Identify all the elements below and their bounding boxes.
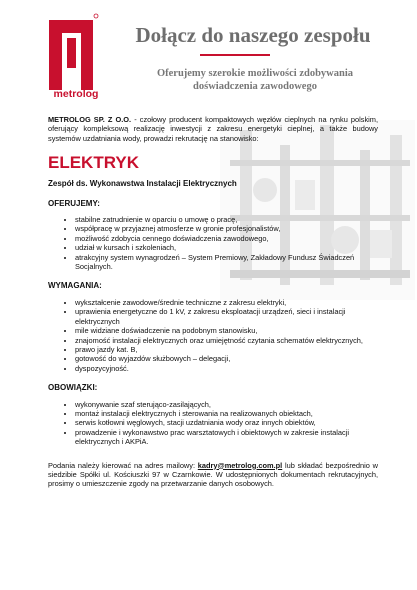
list-item: • uprawienia energetyczne do 1 kV, z zakresu eksploatacji urządzeń, sieci i instalacji elektrycznych bbox=[75, 307, 378, 326]
intro-paragraph bbox=[48, 115, 378, 143]
list-item: • gotowość do wyjazdów służbowych – delegacji, bbox=[75, 354, 378, 363]
list-item: • atrakcyjny system wynagrodzeń – System Premiowy, Zakładowy Fundusz Świadczeń Socjalnych. bbox=[75, 253, 378, 272]
company-name: METROLOG SP. Z O.O. bbox=[48, 115, 132, 124]
requirements-list bbox=[48, 298, 378, 373]
list-item: • stabilne zatrudnienie w oparciu o umowę o pracę, bbox=[75, 215, 378, 224]
duties-list bbox=[48, 400, 378, 447]
logo-wordmark: metrolog bbox=[53, 88, 99, 100]
email-link[interactable]: kadry@metrolog.com.pl bbox=[197, 460, 283, 470]
offer-heading: OFERUJEMY: bbox=[48, 198, 100, 208]
duties-heading: OBOWIĄZKI: bbox=[48, 383, 98, 393]
page-title: Dołącz do naszego zespołu bbox=[135, 23, 371, 47]
list-item: • serwis kotłowni węglowych, stacji uzdatniania wody oraz innych obiektów, bbox=[75, 418, 378, 427]
intro-text: - czołowy producent kompaktowych węzłów cieplnych na rynku polskim, oferujący kompleksową realizację inwestycji z zakresu energetyki cieplnej, a także budowy systemów uzdatniania wody, prowadzi rekrutację na stanowisko: bbox=[48, 115, 379, 143]
list-item: • znajomość instalacji elektrycznych oraz umiejętność czytania schematów elektrycznych, bbox=[75, 336, 378, 345]
list-item: • prowadzenie i wykonawstwo prac warsztatowych i obiektowych w zakresie instalacji elektrycznych i AKPiA. bbox=[75, 428, 378, 447]
list-item: • wykształcenie zawodowe/średnie techniczne z zakresu elektryki, bbox=[75, 298, 378, 307]
footer-text-before: Podania należy kierować na adres mailowy: bbox=[48, 460, 198, 470]
list-item: • możliwość zdobycia cennego doświadczenia zawodowego, bbox=[75, 234, 378, 243]
subtitle-line-2: doświadczenia zawodowego bbox=[193, 81, 317, 92]
team-name: Zespół ds. Wykonawstwa Instalacji Elektrycznych bbox=[48, 179, 237, 189]
list-item: • prawo jazdy kat. B, bbox=[75, 345, 378, 354]
offer-list bbox=[48, 215, 378, 271]
footer-text-after: lub składać bezpośrednio w siedzibie Spółki ul. Kościuszki 97 w Czarnkowie. W udostępnionych dokumentach rekrutacyjnych, prosimy o umieszczenie zgody na przetwarzanie danych osobowych. bbox=[48, 460, 378, 489]
list-item: • dyspozycyjność. bbox=[75, 364, 378, 373]
subtitle-line-1: Oferujemy szerokie możliwości zdobywania bbox=[156, 68, 354, 79]
list-item: • wykonywanie szaf sterująco-zasilających, bbox=[75, 400, 378, 409]
page-subtitle bbox=[110, 67, 400, 93]
title-underline bbox=[200, 54, 270, 56]
metrolog-logo bbox=[49, 12, 99, 92]
list-item: • mile widziane doświadczenie na podobnym stanowisku, bbox=[75, 326, 378, 335]
list-item: • udział w kursach i szkoleniach, bbox=[75, 243, 378, 252]
list-item: • współpracę w przyjaznej atmosferze w gronie profesjonalistów, bbox=[75, 224, 378, 233]
job-posting bbox=[48, 115, 378, 489]
requirements-heading: WYMAGANIA: bbox=[48, 281, 102, 291]
application-note bbox=[48, 461, 378, 489]
list-item: • montaż instalacji elektrycznych i sterowania na realizowanych obiektach, bbox=[75, 409, 378, 418]
position-title: ELEKTRYK bbox=[48, 153, 139, 173]
